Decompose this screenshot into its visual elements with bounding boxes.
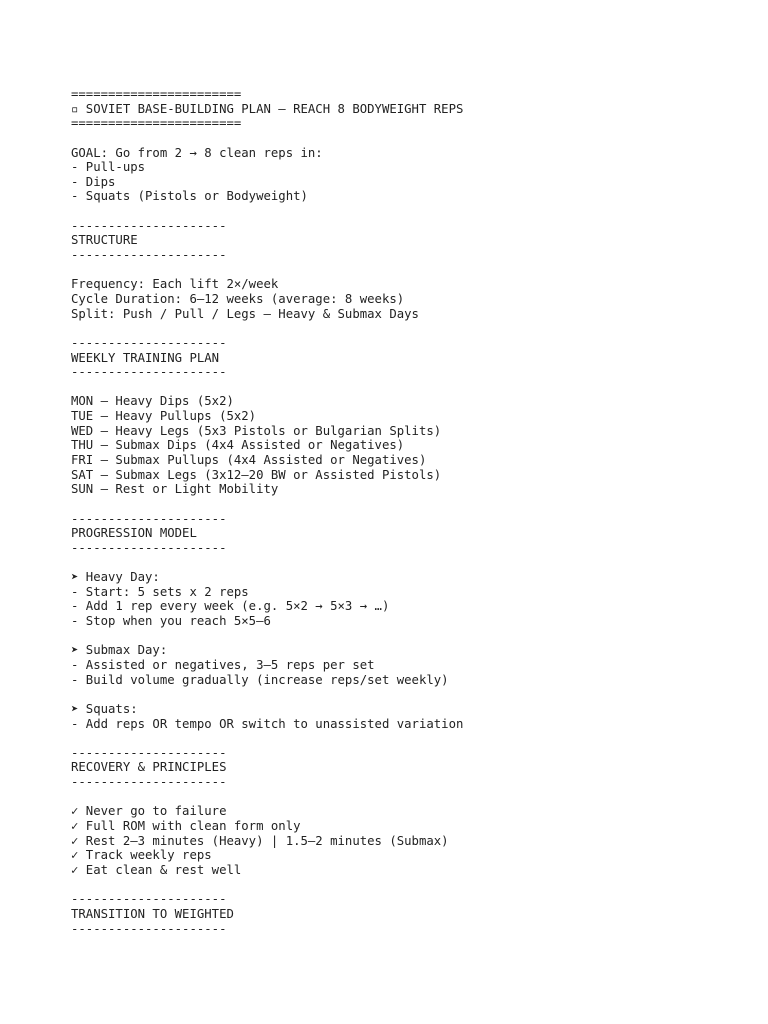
spacer [71, 380, 751, 395]
heavy-day-item: - Start: 5 sets x 2 reps [71, 584, 249, 599]
spacer [71, 497, 751, 512]
spacer [71, 263, 751, 278]
spacer [71, 131, 751, 146]
section-rule: --------------------- [71, 511, 227, 526]
transition-heading: TRANSITION TO WEIGHTED [71, 906, 234, 921]
weekly-plan-day: FRI – Submax Pullups (4x4 Assisted or Negatives) [71, 453, 427, 468]
goal-item: - Pull-ups [71, 160, 146, 175]
section-rule: --------------------- [71, 365, 227, 380]
progression-heading: PROGRESSION MODEL [71, 526, 197, 541]
weekly-plan-day: MON – Heavy Dips (5x2) [71, 394, 234, 409]
weekly-plan-day: WED – Heavy Legs (5x3 Pistols or Bulgarian Splits) [71, 423, 442, 438]
section-rule: --------------------- [71, 775, 227, 790]
section-rule: --------------------- [71, 335, 227, 350]
heavy-day-item: - Add 1 rep every week (e.g. 5×2 → 5×3 → …) [71, 599, 390, 614]
weekly-plan-day: SAT – Submax Legs (3x12–20 BW or Assisted Pistols) [71, 467, 442, 482]
goal-heading: GOAL: Go from 2 → 8 clean reps in: [71, 145, 323, 160]
section-rule: --------------------- [71, 540, 227, 555]
document-page [71, 87, 751, 936]
banner-rule-top: ======================= [71, 87, 242, 101]
submax-day-item: - Assisted or negatives, 3–5 reps per set [71, 657, 375, 672]
goal-section [71, 146, 751, 205]
section-rule: --------------------- [71, 745, 227, 760]
submax-day-title: ➤ Submax Day: [71, 643, 168, 658]
section-rule: --------------------- [71, 218, 227, 233]
recovery-item: ✓ Track weekly reps [71, 848, 212, 863]
section-rule: --------------------- [71, 248, 227, 263]
banner-rule-bottom: ======================= [71, 116, 242, 131]
recovery-item: ✓ Full ROM with clean form only [71, 819, 301, 834]
structure-line: Cycle Duration: 6–12 weeks (average: 8 weeks) [71, 291, 405, 306]
spacer [71, 687, 751, 702]
spacer [71, 878, 751, 893]
spacer [71, 629, 751, 644]
recovery-section [71, 746, 751, 878]
spacer [71, 556, 751, 571]
structure-line: Split: Push / Pull / Legs – Heavy & Submax Days [71, 306, 419, 321]
document-title: ▫ SOVIET BASE-BUILDING PLAN – REACH 8 BODYWEIGHT REPS [71, 101, 464, 116]
progression-section [71, 512, 751, 732]
weekly-plan-day: SUN – Rest or Light Mobility [71, 482, 279, 497]
section-rule: --------------------- [71, 892, 227, 907]
title-banner [71, 87, 751, 131]
transition-section [71, 892, 751, 936]
weekly-plan-day: THU – Submax Dips (4x4 Assisted or Negatives) [71, 438, 405, 453]
weekly-plan-heading: WEEKLY TRAINING PLAN [71, 350, 220, 365]
recovery-item: ✓ Never go to failure [71, 804, 227, 819]
squats-title: ➤ Squats: [71, 701, 138, 716]
spacer [71, 790, 751, 805]
goal-item: - Squats (Pistols or Bodyweight) [71, 189, 308, 204]
spacer [71, 731, 751, 746]
weekly-plan-day: TUE – Heavy Pullups (5x2) [71, 409, 257, 424]
weekly-plan-section [71, 336, 751, 497]
submax-day-item: - Build volume gradually (increase reps/set weekly) [71, 672, 449, 687]
section-rule: --------------------- [71, 921, 227, 936]
spacer [71, 204, 751, 219]
heavy-day-title: ➤ Heavy Day: [71, 570, 160, 585]
squats-item: - Add reps OR tempo OR switch to unassisted variation [71, 716, 464, 731]
recovery-heading: RECOVERY & PRINCIPLES [71, 760, 227, 775]
structure-heading: STRUCTURE [71, 233, 138, 248]
heavy-day-item: - Stop when you reach 5×5–6 [71, 614, 271, 629]
goal-item: - Dips [71, 174, 116, 189]
spacer [71, 321, 751, 336]
recovery-item: ✓ Rest 2–3 minutes (Heavy) | 1.5–2 minutes (Submax) [71, 833, 449, 848]
structure-line: Frequency: Each lift 2×/week [71, 277, 279, 292]
recovery-item: ✓ Eat clean & rest well [71, 862, 242, 877]
structure-section [71, 219, 751, 321]
